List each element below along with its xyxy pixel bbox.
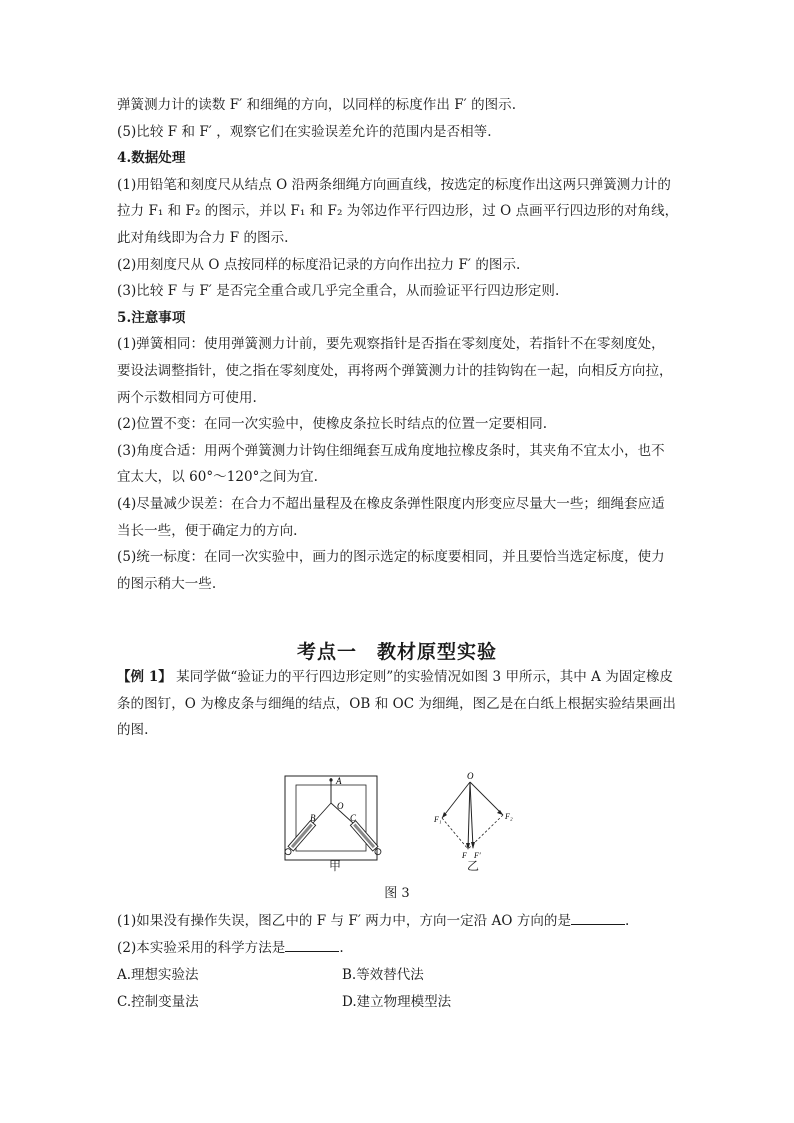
body-line: 宜太大，以 60°～120°之间为宜. xyxy=(117,469,318,486)
pin-a xyxy=(329,778,332,781)
string-ob xyxy=(313,803,331,823)
vector-f2 xyxy=(470,782,503,815)
example-tag: 【例 1】 xyxy=(117,669,172,685)
example-line-text: 某同学做“验证力的平行四边形定则”的实验情况如图 3 甲所示，其中 A 为固定橡皮 xyxy=(171,669,674,685)
subsection-heading: 4.数据处理 xyxy=(117,150,186,167)
label-b: B xyxy=(310,813,316,823)
body-line: (5)统一标度：在同一次实验中，画力的图示选定的标度要相同，并且要恰当选定标度，使力 xyxy=(117,549,665,566)
dash-f1-f xyxy=(442,818,468,849)
example-block xyxy=(117,664,682,744)
arrow-f2 xyxy=(497,810,503,815)
vector-f xyxy=(468,782,470,849)
question-1 xyxy=(117,908,682,935)
experiment-figure xyxy=(280,768,530,878)
arrow-f xyxy=(466,843,470,850)
option-c[interactable]: C.控制变量法 xyxy=(117,993,199,1010)
label-c: C xyxy=(350,813,357,823)
options-block xyxy=(117,962,682,1015)
body-line: (3)比较 F 与 F′ 是否完全重合或几乎完全重合，从而验证平行四边形定则. xyxy=(117,283,560,300)
vector-fprime xyxy=(470,782,473,848)
body-line: (3)角度合适：用两个弹簧测力计钩住细绳套互成角度地拉橡皮条时，其夹角不宜太小，也不 xyxy=(117,442,665,459)
figure-sublabel-b: 乙 xyxy=(467,859,480,873)
body-line: (2)用刻度尺从 O 点按同样的标度沿记录的方向作出拉力 F′ 的图示. xyxy=(117,256,521,273)
question-2-text: (2)本实验采用的科学方法是 xyxy=(117,939,286,956)
body-line: 的图示稍大一些. xyxy=(117,575,217,592)
example-line xyxy=(117,664,682,691)
example-line: 条的图钉，O 为橡皮条与细绳的结点，OB 和 OC 为细绳，图乙是在白纸上根据实验结果画出 xyxy=(117,695,676,712)
option-d[interactable]: D.建立物理模型法 xyxy=(342,993,452,1010)
figure-a xyxy=(283,776,382,860)
body-line: 两个示数相同方可使用. xyxy=(117,389,257,406)
answer-blank-1[interactable] xyxy=(571,910,625,925)
label-a: A xyxy=(336,776,342,786)
label-o: O xyxy=(337,801,344,811)
option-b[interactable]: B.等效替代法 xyxy=(342,967,424,983)
question-2 xyxy=(117,935,682,962)
subsection-heading: 5.注意事项 xyxy=(117,309,186,326)
options-row xyxy=(117,962,682,989)
body-line: 此对角线即为合力 F 的图示. xyxy=(117,229,289,246)
figure-sublabel-a: 甲 xyxy=(329,859,342,873)
question-1-end: . xyxy=(625,913,630,929)
figure-caption: 图 3 xyxy=(384,886,410,901)
figure-b xyxy=(433,771,513,860)
question-2-end: . xyxy=(339,939,344,956)
example-line: 的图. xyxy=(117,722,149,739)
label-f: F xyxy=(462,851,467,860)
label-o-right: O xyxy=(467,771,474,781)
body-line: (4)尽量减少误差：在合力不超出量程及在橡皮条弹性限度内形变应尽量大一些；细绳套应适 xyxy=(117,495,665,512)
option-a[interactable]: A.理想实验法 xyxy=(117,967,199,983)
body-line: (1)用铅笔和刻度尺从结点 O 沿两条细绳方向画直线，按选定的标度作出这两只弹簧测力计的 xyxy=(117,176,671,193)
questions-block xyxy=(117,908,682,961)
vector-f1 xyxy=(442,782,470,818)
options-row xyxy=(117,989,682,1016)
body-line: (5)比较 F 和 F′ ，观察它们在实验误差允许的范围内是否相等. xyxy=(117,123,492,140)
answer-blank-2[interactable] xyxy=(285,937,339,952)
body-line: 当长一些，便于确定力的方向. xyxy=(117,522,298,539)
body-line: 拉力 F₁ 和 F₂ 的图示，并以 F₁ 和 F₂ 为邻边作平行四边形，过 O 点画平行四边形的对角线， xyxy=(117,203,679,220)
question-1-text: (1)如果没有操作失误，图乙中的 F 与 F′ 两力中，方向一定沿 AO 方向的是 xyxy=(117,913,572,929)
section-title: 考点一 教材原型实验 xyxy=(296,641,497,663)
body-line: 弹簧测力计的读数 F′ 和细绳的方向，以同样的标度作出 F′ 的图示. xyxy=(117,97,517,113)
label-f2: F₂ xyxy=(505,812,513,821)
body-line: (1)弹簧相同：使用弹簧测力计前，要先观察指针是否指在零刻度处，若指针不在零刻度处， xyxy=(117,336,665,353)
label-fprime: F′ xyxy=(474,851,481,860)
body-line: (2)位置不变：在同一次实验中，使橡皮条拉长时结点的位置一定要相同. xyxy=(117,416,548,433)
label-f1: F₁ xyxy=(434,815,442,824)
body-line: 要设法调整指针，使之指在零刻度处，再将两个弹簧测力计的挂钩钩在一起，向相反方向拉， xyxy=(117,362,673,379)
body-text xyxy=(117,92,682,597)
arrow-fprime xyxy=(471,842,475,849)
